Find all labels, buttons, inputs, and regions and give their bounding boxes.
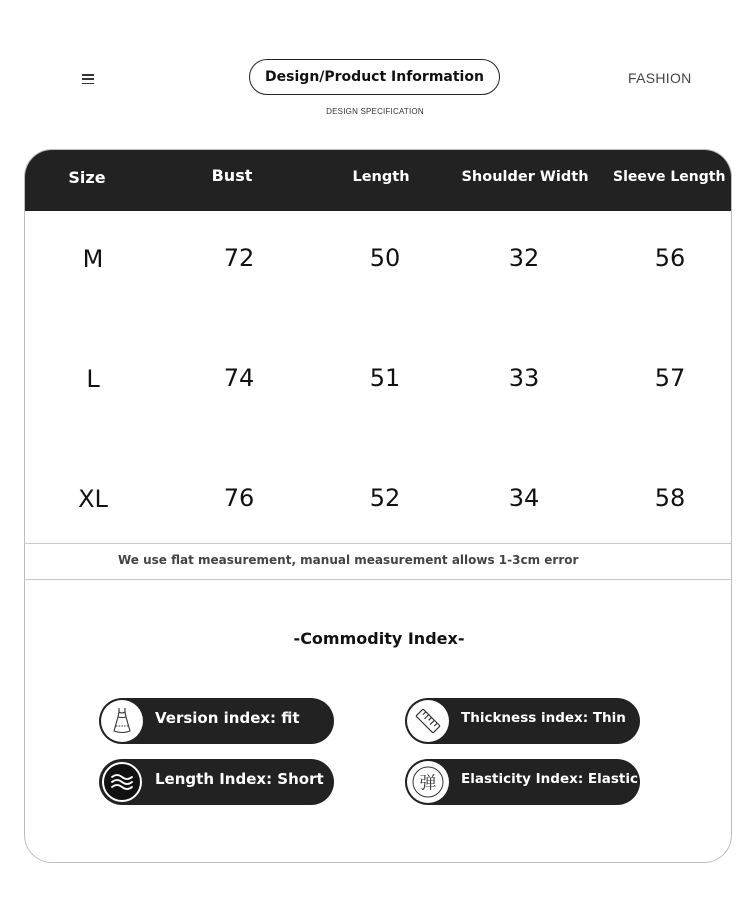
table-cell-sleeve-length: 56: [654, 244, 686, 272]
thickness-index-badge: [405, 698, 640, 744]
elasticity-index-badge: [405, 759, 640, 805]
table-cell-length: 51: [369, 364, 401, 392]
wave-icon: [102, 762, 142, 802]
table-row: [25, 211, 732, 331]
table-header: [25, 150, 732, 211]
page-title: Design/Product Information: [249, 59, 500, 95]
measurement-note: We use flat measurement, manual measurement allows 1-3cm error: [118, 553, 579, 567]
length-index-label: Length Index: Short: [155, 770, 324, 788]
version-index-label: Version index: fit: [155, 709, 300, 727]
elasticity-index-label: Elasticity Index: Elastic: [461, 771, 638, 787]
table-cell-length: 52: [369, 484, 401, 512]
column-header-sleeve-length: Sleeve Length: [613, 169, 726, 185]
table-cell-bust: 74: [223, 364, 255, 392]
dress-icon: [101, 700, 143, 742]
column-header-length: Length: [352, 169, 410, 185]
table-cell-length: 50: [369, 244, 401, 272]
size-chart-card: [24, 149, 732, 863]
length-index-badge: [99, 759, 334, 805]
commodity-index-title: -Commodity Index-: [293, 629, 465, 648]
table-cell-size: M: [82, 245, 104, 273]
table-cell-bust: 72: [223, 244, 255, 272]
table-cell-sleeve-length: 57: [654, 364, 686, 392]
table-cell-sleeve-length: 58: [654, 484, 686, 512]
table-cell-size: L: [86, 365, 100, 393]
table-cell-bust: 76: [223, 484, 255, 512]
brand-label: FASHION: [628, 70, 692, 86]
table-cell-shoulder-width: 34: [508, 484, 540, 512]
ruler-icon: [407, 700, 449, 742]
page-subtitle: DESIGN SPECIFICATION: [326, 107, 424, 116]
elastic-char-icon: [407, 761, 449, 803]
table-cell-size: XL: [78, 485, 108, 513]
elastic-char: 弹: [419, 773, 437, 794]
table-cell-shoulder-width: 33: [508, 364, 540, 392]
column-header-shoulder-width: Shoulder Width: [461, 169, 589, 185]
thickness-index-label: Thickness index: Thin: [461, 710, 626, 726]
table-row: [25, 331, 732, 451]
table-cell-shoulder-width: 32: [508, 244, 540, 272]
column-header-bust: Bust: [211, 166, 253, 185]
menu-icon[interactable]: [82, 74, 94, 84]
column-header-size: Size: [68, 168, 106, 187]
measurement-note-row: [25, 543, 732, 580]
version-index-badge: [99, 698, 334, 744]
